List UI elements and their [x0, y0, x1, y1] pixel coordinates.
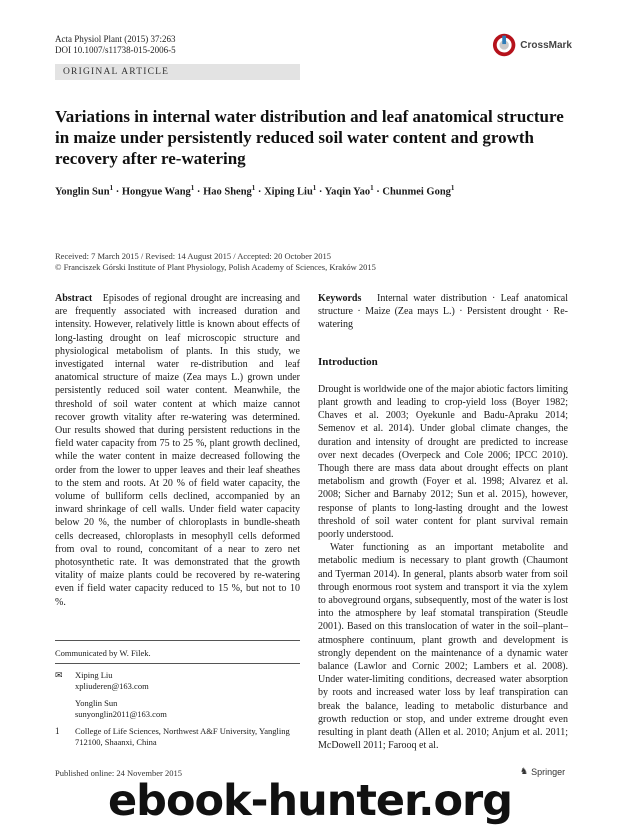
- communicated-by: Communicated by W. Filek.: [55, 648, 151, 658]
- right-column: [318, 292, 568, 753]
- journal-citation: Acta Physiol Plant (2015) 37:263: [55, 34, 176, 44]
- author-separator: ·: [194, 186, 204, 198]
- contact-email[interactable]: sunyonglin2011@163.com: [75, 709, 167, 719]
- affiliation-text: College of Life Sciences, Northwest A&F University, Yangling 712100, Shaanxi, China: [75, 726, 290, 747]
- author-affiliation-marker: 1: [251, 184, 256, 192]
- copyright-line: © Franciszek Górski Institute of Plant Physiology, Polish Academy of Sciences, Kraków 2015: [55, 262, 376, 272]
- author-separator: ·: [373, 186, 383, 198]
- contact-email[interactable]: xpliuderen@163.com: [75, 681, 149, 691]
- keywords: [318, 292, 568, 332]
- author-affiliation-marker: 1: [312, 184, 317, 192]
- crossmark-icon: [492, 32, 516, 58]
- author-name[interactable]: Xiping Liu: [264, 186, 313, 198]
- contact-entry: [55, 698, 300, 720]
- footnote-divider: [55, 663, 300, 664]
- author-separator: ·: [255, 186, 265, 198]
- introduction-paragraph-2: Water functioning as an important metabolite and metabolic medium is necessary to plant growth (Chaumont and Tyerman 2014). In general, plants absorb water from soil through enormous root system and transport it via the xylem to aboveground organs, subsequently, most of the water is lost into the atmosphere by leaf stomatal transpiration (Steudle 2001). Based on this translocation of water in the soil–plant–atmosphere continuum, plant growth and development is strongly dependent on the maintenance of a dynamic water balance (Lawlor and Cornic 2002; Lambers et al. 2008). Under water-limiting conditions, decreased water absorption by roots and increased water loss by leaf transpiration can break the balance, leading to metabolic disturbance and growth reduction or stop, and under extreme drought even resulting in plant death (Allen et al. 2010; Anjum et al. 2011; McDowell 2011; Farooq et al.: [318, 542, 568, 752]
- springer-horse-icon: ♞: [520, 766, 529, 776]
- contact-name: Xiping Liu: [75, 670, 113, 680]
- crossmark-badge[interactable]: [492, 30, 572, 60]
- corresponding-authors: [55, 670, 300, 748]
- affiliation: [55, 726, 300, 748]
- affiliation-number: 1: [55, 726, 60, 736]
- contact-entry: [55, 670, 300, 692]
- author-name[interactable]: Chunmei Gong: [382, 186, 451, 198]
- author-affiliation-marker: 1: [370, 184, 374, 192]
- watermark: ebook-hunter.org: [108, 776, 512, 826]
- crossmark-label: CrossMark: [520, 39, 572, 51]
- author-name[interactable]: Hongyue Wang: [121, 186, 191, 198]
- introduction-heading: Introduction: [318, 355, 378, 368]
- author-name[interactable]: Hao Sheng: [203, 186, 252, 198]
- contact-name: Yonglin Sun: [75, 698, 118, 708]
- abstract-heading: Abstract: [55, 293, 93, 304]
- keywords-text: Internal water distribution · Leaf anatomical structure · Maize (Zea mays L.) · Persistent drought · Re-watering: [318, 293, 569, 331]
- keywords-heading: Keywords: [318, 293, 362, 304]
- abstract: [55, 292, 300, 609]
- author-affiliation-marker: 1: [190, 184, 195, 192]
- date-history: Received: 7 March 2015 / Revised: 14 August 2015 / Accepted: 20 October 2015: [55, 251, 331, 261]
- footnote-divider: [55, 640, 300, 641]
- author-separator: ·: [316, 186, 325, 198]
- publisher-logo: [520, 766, 565, 777]
- author-name[interactable]: Yonglin Sun: [55, 186, 110, 198]
- article-type-banner: ORIGINAL ARTICLE: [55, 64, 300, 80]
- doi[interactable]: DOI 10.1007/s11738-015-2006-5: [55, 45, 176, 55]
- author-name[interactable]: Yaqin Yao: [324, 186, 371, 198]
- introduction-paragraph-1: Drought is worldwide one of the major abiotic factors limiting plant growth and leading to crop-yield loss (Boyer 1982; Chaves et al. 2003; Oyekunle and Badu-Apraku 2014; Semenov et al. 2014). Under global climate changes, the duration and intensity of drought are predicted to increase over next decades (Overpeck and Cole 2006; IPCC 2010). Though there are mass data about drought effects on plant metabolism and growth (Foyer et al. 1998; Alvarez et al. 2008; Sicher and Barnaby 2012; Sun et al. 2015), however, response of plants to long-lasting drought and the lowest threshold of soil water content for plant survival remain poorly understood.: [318, 383, 568, 541]
- envelope-icon: ✉: [55, 670, 63, 680]
- article-dates: [55, 251, 575, 273]
- publisher-name: Springer: [531, 766, 566, 777]
- author-affiliation-marker: 1: [109, 184, 114, 192]
- author-affiliation-marker: 1: [450, 184, 455, 192]
- article-title: Variations in internal water distribution and leaf anatomical structure in maize under persistently reduced soil water content and growth recovery after re-watering: [55, 107, 564, 168]
- author-list: [55, 181, 525, 200]
- author-separator: ·: [113, 186, 122, 198]
- published-date: Published online: 24 November 2015: [55, 768, 183, 778]
- abstract-text: Episodes of regional drought are increasing and are frequently associated with increased duration and intensity. However, relatively little is known about effects of long-lasting drought on leaf microscopic structure and physiological metabolism of plants. In this study, we investigated internal water re-distribution and leaf anatomical structure of maize (Zea mays L.) grown under persistently reduced soil water content. Meanwhile, the threshold of soil water content at which maize cannot recover growth vitality after re-watering was determined. Our results showed that during persistent reductions in the field water capacity from 75 to 25 %, plant growth declined, while the water content in maize decreased following the order from the lower to upper leaves and their leaf sheathes to the stem and roots. At 20 % of field water capacity, the volume of bulliform cells declined, accompanied by an inward shrinkage of cell walls. Under field water capacity below 20 %, the number of chloroplasts in bundle-sheath cells decreased, chloroplasts in mesophyll cells deformed from oval to round, concomitant of a near to zero net photosynthetic rate. It was demonstrated that the growth vitality of maize plants could be recovered by re-watering even if field water capacity reduced to 15 %, but not to 10 %.: [55, 293, 300, 608]
